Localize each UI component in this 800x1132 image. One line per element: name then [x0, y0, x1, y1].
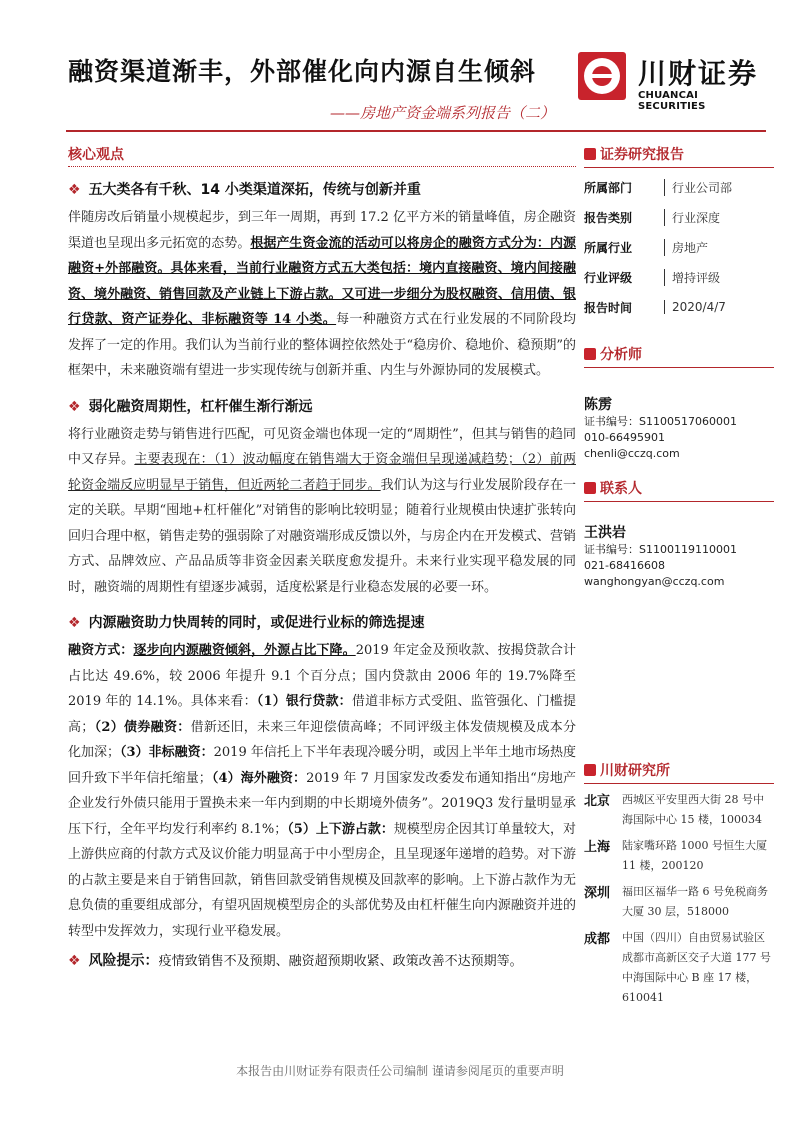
company-logo — [578, 52, 768, 112]
page-footer: 本报告由川财证券有限责任公司编制 谨请参阅尾页的重要声明 — [236, 1064, 564, 1078]
section-marker-icon — [584, 148, 596, 160]
office-shanghai: 上海 陆家嘴环路 1000 号恒生大厦 11 楼，200120 — [584, 839, 767, 872]
analyst-name: 陈雳 — [584, 397, 612, 413]
section-heading-2: ❖ 弱化融资周期性，杠杆催生渐行渐远 — [68, 398, 313, 415]
section-heading-3: ❖ 内源融资助力快周转的同时，或促进行业标的筛选提速 — [68, 615, 425, 631]
logo-mark-icon — [578, 52, 626, 100]
meta-row: 行业评级 增持评级 — [584, 270, 721, 285]
logo-text-en: CHUANCAI SECURITIES — [638, 90, 706, 112]
contact-email[interactable]: wanghongyan@cczq.com — [584, 575, 725, 588]
contact-cert: 证书编号：S1100119110001 — [584, 543, 737, 556]
report-info-heading: 证券研究报告 — [584, 144, 774, 168]
core-views-column — [68, 144, 576, 976]
analyst-cert: 证书编号：S1100517060001 — [584, 415, 737, 428]
office-shenzhen: 深圳 福田区福华一路 6 号免税商务大厦 30 层，518000 — [584, 885, 768, 918]
office-beijing: 北京 西城区平安里西大街 28 号中海国际中心 15 楼，100034 — [584, 793, 764, 826]
contact-phone: 021-68416608 — [584, 559, 665, 572]
logo-text-cn: 川财证券 — [638, 57, 759, 90]
diamond-bullet-icon: ❖ — [68, 398, 81, 415]
diamond-bullet-icon: ❖ — [68, 182, 81, 198]
core-views-title: 核心观点 — [68, 144, 576, 167]
diamond-bullet-icon: ❖ — [68, 615, 81, 631]
sidebar — [584, 144, 774, 1008]
meta-row: 报告时间 2020/4/7 — [584, 300, 726, 315]
office-chengdu: 成都 中国（四川）自由贸易试验区成都市高新区交子大道 177 号中海国际中心 B 座 17 楼，610041 — [584, 931, 771, 1004]
contact-heading: 联系人 — [584, 478, 774, 502]
risk-note: ❖ 风险提示：疫情致销售不及预期、融资超预期收紧、政策改善不达预期等。 — [68, 953, 523, 969]
report-meta-list — [584, 172, 774, 322]
meta-row: 报告类别 行业深度 — [584, 210, 721, 225]
section-marker-icon — [584, 764, 596, 776]
section-body-1: 伴随房改后销量小规模起步，到三年一周期，再到 17.2 亿平方米的销量峰值，房企融资渠道也呈现出多元拓宽的态势。根据产生资金流的活动可以将房企的融资方式分为：内源融资+外部融资。具体来看，当前行业融资方式五大类包括：境内直接融资、境内间接融资、境外融资、销售回款及产业链上下游占款。又可进一步细分为股权融资、信用债、银行贷款、资产证券化、非标融资等 14 小类。每一种融资方式在行业发展的不同阶段均发挥了一定的作用。我们认为当前行业的整体调控依然处于“稳房价、稳地价、稳预期”的框架中，未来融资端有望进一步实现传统与创新并重、内生与外源协同的发展模式。 — [68, 210, 576, 378]
contact-name: 王洪岩 — [584, 525, 626, 541]
report-title: 融资渠道渐丰，外部催化向内源自生倾斜 — [68, 57, 537, 86]
meta-row: 所属部门 行业公司部 — [584, 180, 733, 195]
section-marker-icon — [584, 482, 596, 494]
header-divider — [66, 130, 766, 132]
institute-heading: 川财研究所 — [584, 760, 774, 784]
section-heading-1: ❖ 五大类各有千秋、14 小类渠道深拓，传统与创新并重 — [68, 182, 421, 198]
section-body-3: 融资方式：逐步向内源融资倾斜，外源占比下降。2019 年定金及预收款、按揭贷款合计占比达 49.6%，较 2006 年提升 9.1 个百分点；国内贷款由 2006 年的 19.7%降至 2019 年的 14.1%。具体来看：（1）银行贷款：借道非标方式受阻、监管强化、门槛提高；（2）债券融资：借新还旧，未来三年迎偿债高峰；不同评级主体发债规模及成本分化加深；（3）非标融资：2019 年信托上下半年表现冷暖分明，或因上半年土地市场热度回升致下半年信托缩量；（4）海外融资：2019 年 7 月国家发改委发布通知指出“房地产企业发行外债只能用于置换未来一年内到期的中长期境外债务”。2019Q3 发行量明显承压下行，全年平均发行利率约 8.1%；（5）上下游占款：规模型房企因其订单量较大，对上游供应商的付款方式及议价能力明显高于中小型房企，且呈现逐年递增的趋势。对下游的占款主要是来自于销售回款，销售回款受销售规模及回款率的影响。上下游占款作为无息负债的重要组成部分，有望巩固规模型房企的头部优势及由杠杆催生向内源融资并进的转型中发挥效力，实现行业平稳发展。 — [68, 643, 577, 939]
meta-row: 所属行业 房地产 — [584, 240, 709, 255]
analyst-email[interactable]: chenli@cczq.com — [584, 447, 680, 460]
analyst-heading: 分析师 — [584, 344, 774, 368]
analyst-phone: 010-66495901 — [584, 431, 665, 444]
section-body-2: 将行业融资走势与销售进行匹配，可见资金端也体现一定的“周期性”，但其与销售的趋同中又存异。主要表现在：（1）波动幅度在销售端大于资金端但呈现递减趋势；（2）前两轮资金端反应明显早于销售，但近两轮二者趋于同步。我们认为这与行业发展阶段存在一定的关联。早期“囤地+杠杆催化”对销售的影响比较明显；随着行业规模由快速扩张转向回归合理中枢，销售走势的强弱除了对融资端形成反馈以外，与房企内在开发模式、营销方式、品牌效应、产品品质等非资金因素关联度愈发提升。未来行业实现平稳发展的同时，融资端的周期性有望逐步减弱，适度松紧是行业稳态发展的必要一环。 — [68, 426, 576, 595]
report-subtitle: ——房地产资金端系列报告（二） — [330, 104, 556, 122]
section-marker-icon — [584, 348, 596, 360]
diamond-bullet-icon: ❖ — [68, 953, 81, 969]
